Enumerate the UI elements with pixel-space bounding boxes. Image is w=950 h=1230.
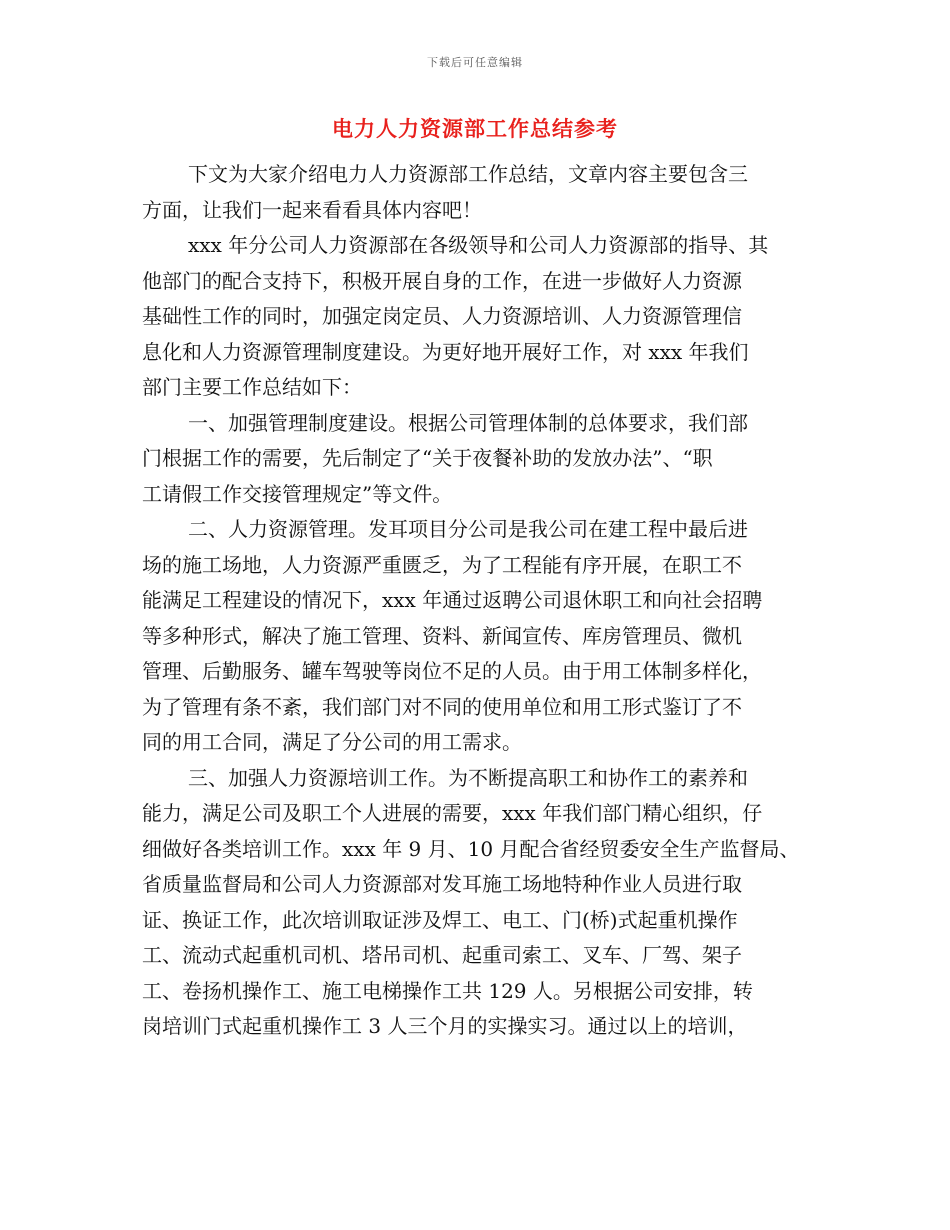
text-line: 部门主要工作总结如下： bbox=[142, 375, 362, 399]
text-line: 岗培训门式起重机操作工 3 人三个月的实操实习。通过以上的培训， bbox=[142, 1014, 748, 1038]
text-line: 省质量监督局和公司人力资源部对发耳施工场地特种作业人员进行取 bbox=[142, 872, 742, 896]
header-note: 下载后可任意编辑 bbox=[427, 56, 523, 69]
text-line: 等多种形式，解决了施工管理、资料、新闻宣传、库房管理员、微机 bbox=[142, 623, 742, 648]
text-line: 管理、后勤服务、罐车驾驶等岗位不足的人员。由于用工体制多样化， bbox=[142, 659, 762, 683]
text-line: 能满足工程建设的情况下，xxx 年通过返聘公司退休职工和向社会招聘 bbox=[142, 588, 763, 612]
text-line: 下文为大家介绍电力人力资源部工作总结，文章内容主要包含三 bbox=[188, 162, 748, 186]
paragraph bbox=[142, 228, 812, 406]
paragraph bbox=[142, 406, 812, 513]
text-line: 二、人力资源管理。发耳项目分公司是我公司在建工程中最后进 bbox=[188, 517, 748, 541]
text-line: 基础性工作的同时，加强定岗定员、人力资源培训、人力资源管理信 bbox=[142, 304, 742, 328]
text-line: 细做好各类培训工作。xxx 年 9 月、10 月配合省经贸委安全生产监督局、 bbox=[142, 836, 800, 861]
text-line: 息化和人力资源管理制度建设。为更好地开展好工作，对 xxx 年我们 bbox=[142, 339, 749, 364]
text-line: 证、换证工作，此次培训取证涉及焊工、电工、门(桥)式起重机操作 bbox=[142, 907, 738, 932]
document-title: 电力人力资源部工作总结参考 bbox=[332, 116, 618, 141]
text-line: 同的用工合同，满足了分公司的用工需求。 bbox=[142, 730, 522, 754]
text-line: 工、卷扬机操作工、施工电梯操作工共 129 人。另根据公司安排，转 bbox=[142, 978, 753, 1003]
text-line: 工请假工作交接管理规定”等文件。 bbox=[142, 481, 453, 506]
text-line: 场的施工场地，人力资源严重匮乏，为了工程能有序开展，在职工不 bbox=[142, 552, 742, 577]
text-line: 三、加强人力资源培训工作。为不断提高职工和协作工的素养和 bbox=[188, 765, 748, 790]
text-line: xxx 年分公司人力资源部在各级领导和公司人力资源部的指导、其 bbox=[188, 233, 769, 257]
paragraph bbox=[142, 761, 812, 1045]
text-line: 他部门的配合支持下，积极开展自身的工作，在进一步做好人力资源 bbox=[142, 268, 742, 293]
text-line: 能力，满足公司及职工个人进展的需要，xxx 年我们部门精心组织，仔 bbox=[142, 801, 763, 825]
text-line: 方面，让我们一起来看看具体内容吧！ bbox=[142, 197, 482, 222]
text-line: 工、流动式起重机司机、塔吊司机、起重司索工、叉车、厂驾、架子 bbox=[142, 943, 742, 967]
text-line: 为了管理有条不紊，我们部门对不同的使用单位和用工形式鉴订了不 bbox=[142, 694, 742, 719]
paragraph bbox=[142, 512, 812, 761]
text-line: 一、加强管理制度建设。根据公司管理体制的总体要求，我们部 bbox=[188, 410, 748, 435]
document-body bbox=[142, 157, 812, 1045]
text-line: 门根据工作的需要，先后制定了“关于夜餐补助的发放办法”、“职 bbox=[142, 446, 713, 470]
paragraph bbox=[142, 157, 812, 228]
